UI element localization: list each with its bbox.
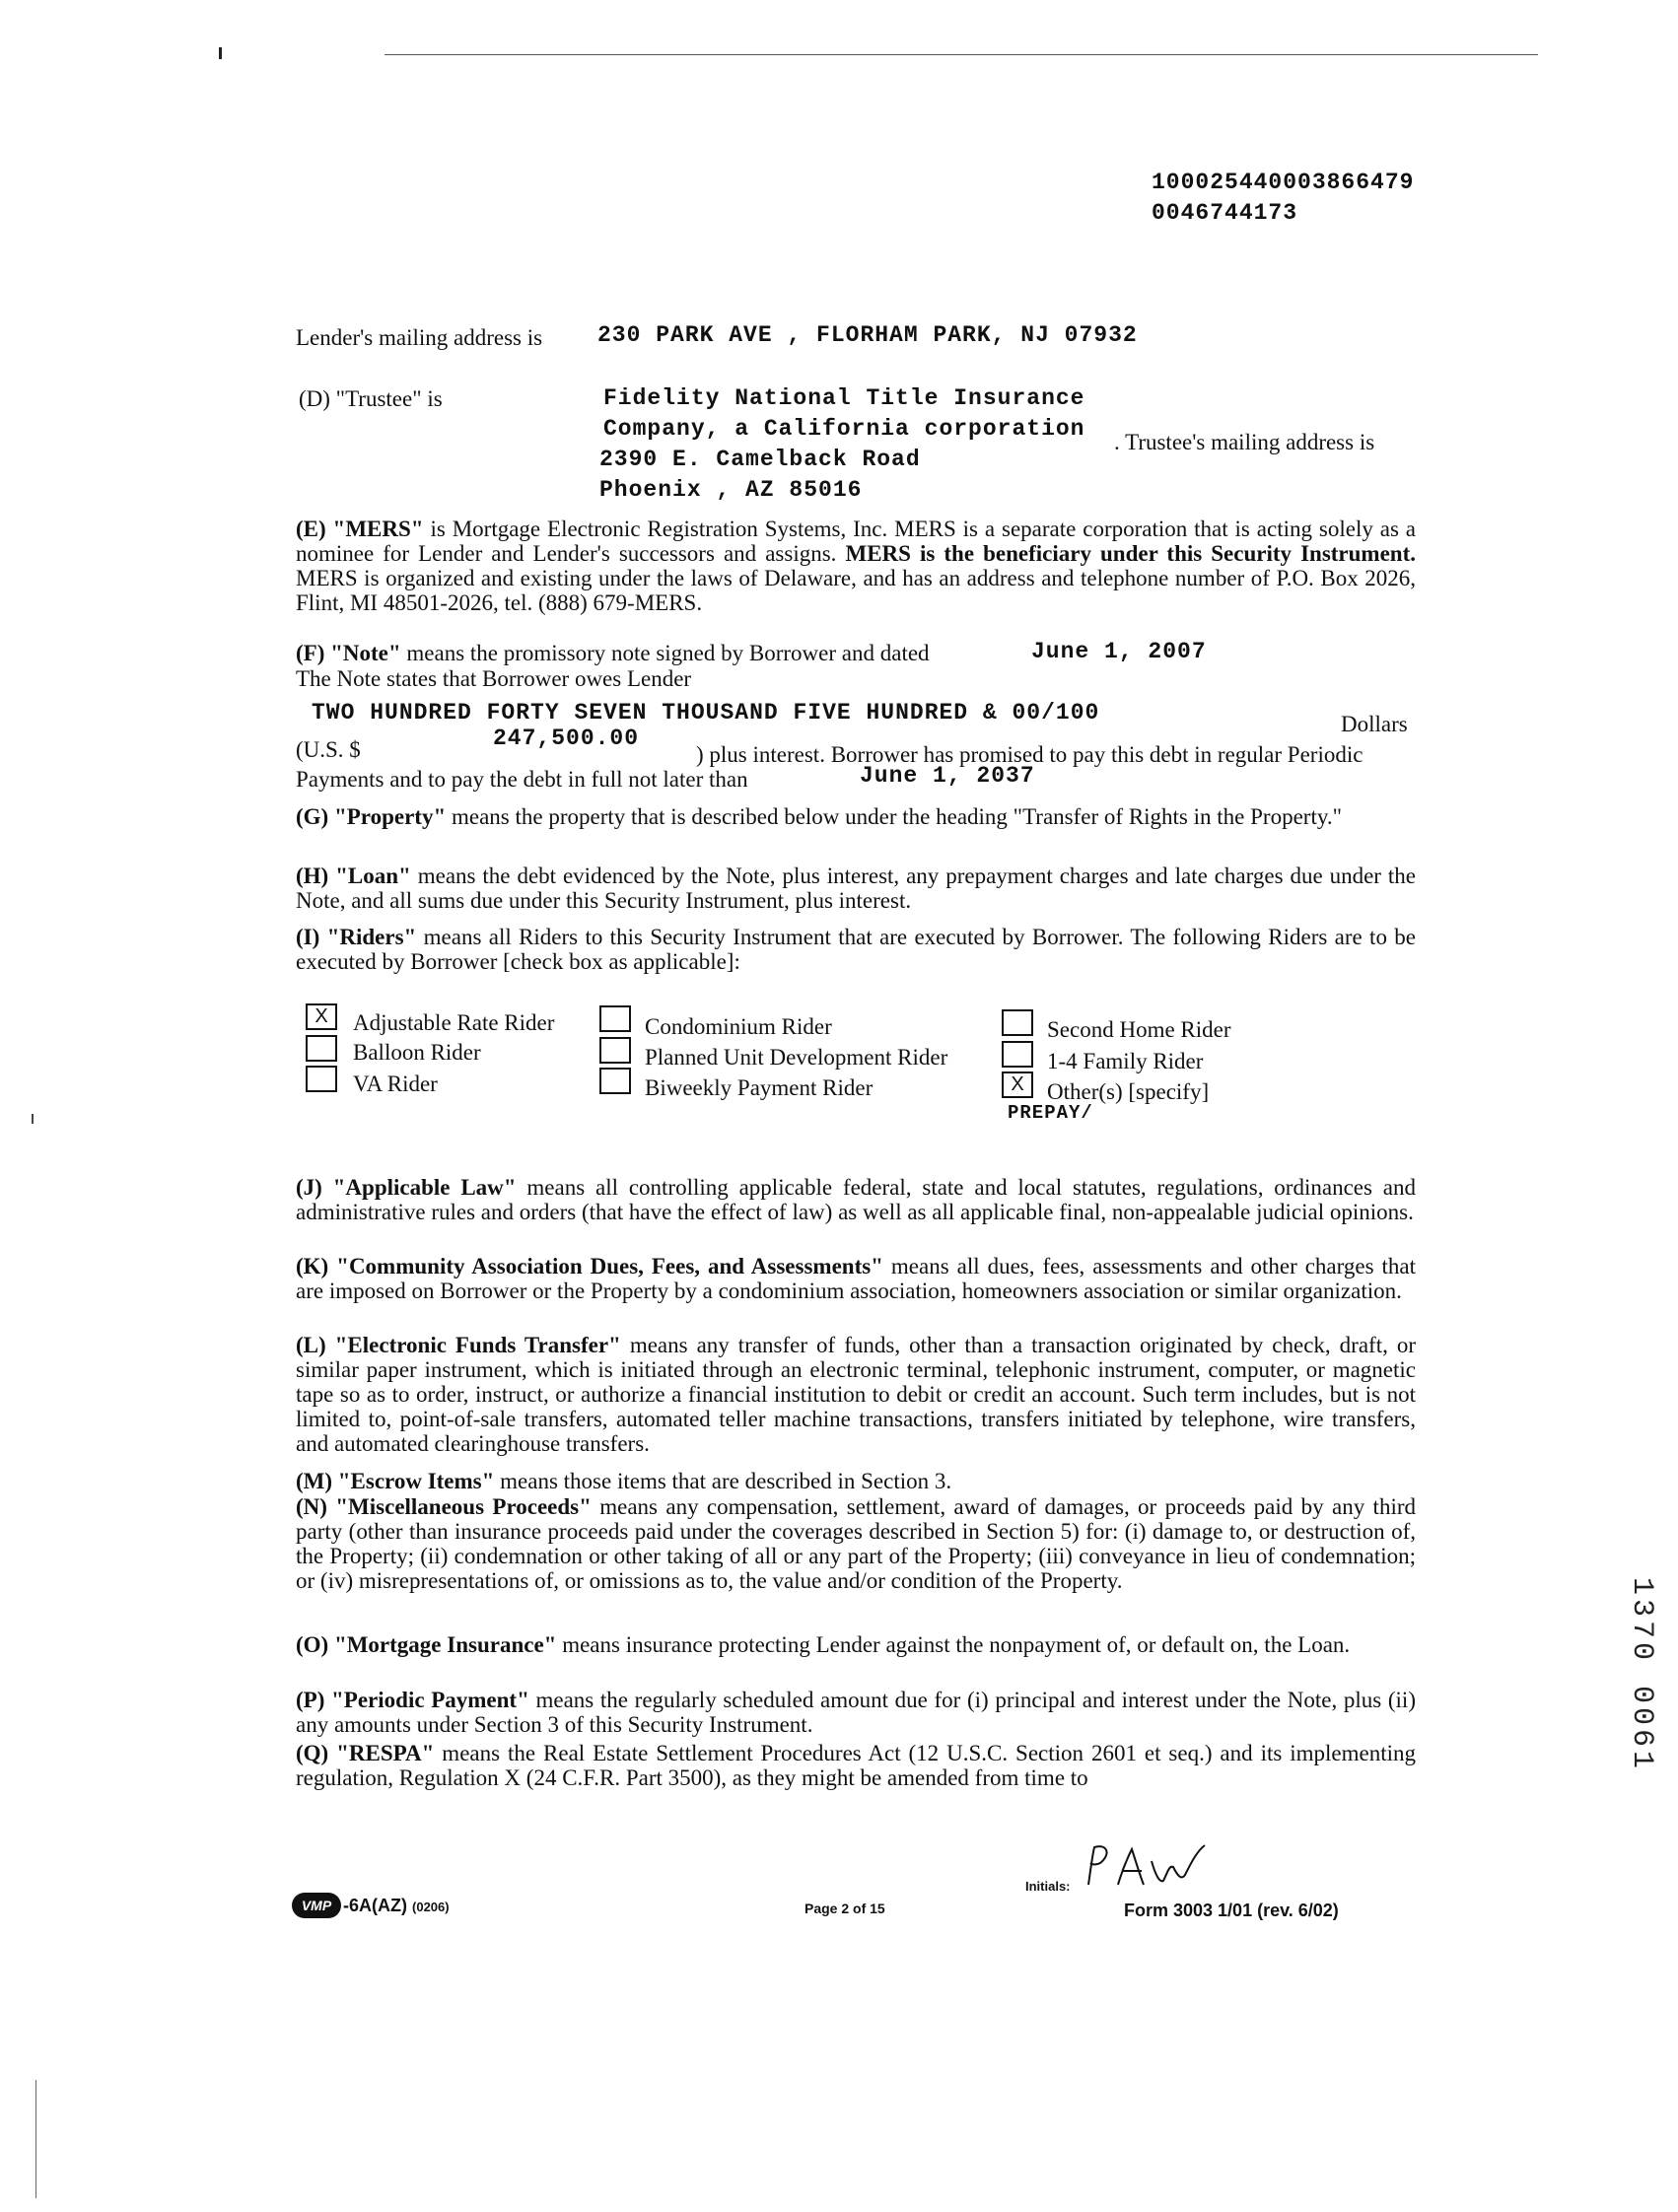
trustee-line-4: Phoenix , AZ 85016: [599, 477, 863, 503]
definition-mers: (E) "MERS" is Mortgage Electronic Registration Systems, Inc. MERS is a separate corporation that is acting solely as a nominee for Lender and Lender's successors and assigns. MERS is the beneficiary under this Security Instrument. MERS is organized and existing under the laws of Delaware, and has an address and telephone number of P.O. Box 2026, Flint, MI 48501-2026, tel. (888) 679-MERS.: [296, 517, 1416, 615]
rider-checkbox[interactable]: X: [1002, 1071, 1033, 1098]
lender-address: 230 PARK AVE , FLORHAM PARK, NJ 07932: [597, 322, 1138, 348]
definition-periodic-payment: (P) "Periodic Payment" means the regularly scheduled amount due for (i) principal and interest under the Note, plus (ii) any amounts under Section 3 of this Security Instrument.: [296, 1688, 1416, 1737]
note-amount: 247,500.00: [493, 726, 640, 751]
trustee-line-1: Fidelity National Title Insurance: [603, 385, 1085, 411]
note-date: June 1, 2007: [1031, 639, 1207, 664]
lender-address-label: Lender's mailing address is: [296, 325, 543, 350]
definition-lead: (H) "Loan": [296, 864, 411, 888]
form-number: Form 3003 1/01 (rev. 6/02): [1124, 1901, 1339, 1920]
other-rider-specify: PREPAY/: [1008, 1102, 1093, 1124]
note-us-label: (U.S. $: [296, 737, 361, 762]
definition-community-association: (K) "Community Association Dues, Fees, and Assessments" means all dues, fees, assessments and other charges that are imposed on Borrower or the Property by a condominium association, homeowners association or similar organization.: [296, 1254, 1416, 1303]
rider-label: 1-4 Family Rider: [1047, 1049, 1204, 1073]
definition-loan: (H) "Loan" means the debt evidenced by the Note, plus interest, any prepayment charges and late charges due under the Note, and all sums due under this Security Instrument, plus interest.: [296, 864, 1416, 913]
definition-escrow-items: (M) "Escrow Items" means those items that are described in Section 3.: [296, 1469, 952, 1493]
definition-respa: (Q) "RESPA" means the Real Estate Settlement Procedures Act (12 U.S.C. Section 2601 et seq.) and its implementing regulation, Regulation X (24 C.F.R. Part 3500), as they might be amended from time to: [296, 1741, 1416, 1790]
definition-riders: (I) "Riders" means all Riders to this Security Instrument that are executed by Borrower. The following Riders are to be executed by Borrower [check box as applicable]:: [296, 925, 1416, 974]
rider-checkbox[interactable]: [1002, 1009, 1033, 1036]
page-number: Page 2 of 15: [804, 1901, 885, 1916]
trustee-line-3: 2390 E. Camelback Road: [599, 447, 921, 472]
form-code: -6A(AZ) (0206): [343, 1896, 450, 1915]
definition-lead: (F) "Note": [296, 641, 401, 665]
rider-checkbox[interactable]: [599, 1005, 631, 1032]
rider-checkbox[interactable]: [599, 1068, 631, 1094]
loan-number: 0046744173: [1152, 200, 1298, 226]
note-text-2: ) plus interest. Borrower has promised to pay this debt in regular Periodic: [696, 742, 1363, 767]
initials-label: Initials:: [1025, 1879, 1071, 1894]
vmp-logo: VMP: [292, 1893, 341, 1918]
initials-handwriting: [1083, 1841, 1211, 1896]
rider-checkbox[interactable]: [599, 1037, 631, 1064]
definition-lead: (N) "Miscellaneous Proceeds": [296, 1494, 592, 1519]
trustee-label: (D) "Trustee" is: [299, 386, 443, 411]
definition-lead: (M) "Escrow Items": [296, 1469, 495, 1493]
rider-label: Biweekly Payment Rider: [645, 1075, 874, 1100]
scan-mark: [32, 1114, 34, 1124]
definition-mortgage-insurance: (O) "Mortgage Insurance" means insurance protecting Lender against the nonpayment of, or default on, the Loan.: [296, 1632, 1351, 1657]
definition-lead: (E) "MERS": [296, 517, 424, 541]
definition-lead: (Q) "RESPA": [296, 1741, 435, 1765]
rider-checkbox[interactable]: [1002, 1041, 1033, 1068]
scan-line-top: [385, 54, 1538, 55]
note-text-3: Payments and to pay the debt in full not later than: [296, 767, 748, 792]
rider-checkbox[interactable]: [306, 1035, 337, 1062]
note-amount-words: TWO HUNDRED FORTY SEVEN THOUSAND FIVE HUNDRED & 00/100: [312, 700, 1100, 726]
definition-note: (F) "Note" means the promissory note signed by Borrower and dated: [296, 641, 930, 665]
definition-applicable-law: (J) "Applicable Law" means all controlling applicable federal, state and local statutes, regulations, ordinances and administrative rules and orders (that have the effect of law) as well as all applicable final, non-appealable judicial opinions.: [296, 1175, 1416, 1224]
rider-label: Balloon Rider: [353, 1040, 481, 1065]
definition-electronic-funds-transfer: (L) "Electronic Funds Transfer" means any transfer of funds, other than a transaction originated by check, draft, or similar paper instrument, which is initiated through an electronic terminal, telephonic instrument, computer, or magnetic tape so as to order, instruct, or authorize a financial institution to debit or credit an account. Such term includes, but is not limited to, point-of-sale transfers, automated teller machine transactions, transfers initiated by telephone, wire transfers, and automated clearinghouse transfers.: [296, 1333, 1417, 1456]
definition-miscellaneous-proceeds: (N) "Miscellaneous Proceeds" means any compensation, settlement, award of damages, or proceeds paid by any third party (other than insurance proceeds paid under the coverages described in Section 5) for: (i) damage to, or destruction of, the Property; (ii) condemnation or other taking of all or any part of the Property; (iii) conveyance in lieu of condemnation; or (iv) misrepresentations of, or omissions as to, the value and/or condition of the Property.: [296, 1494, 1416, 1593]
rider-label: Condominium Rider: [645, 1014, 832, 1039]
rider-checkbox[interactable]: X: [306, 1003, 337, 1030]
trustee-line-2: Company, a California corporation: [603, 416, 1085, 442]
definition-lead: (O) "Mortgage Insurance": [296, 1632, 557, 1657]
rider-checkbox[interactable]: [306, 1066, 337, 1092]
definition-lead: (K) "Community Association Dues, Fees, and Assessments": [296, 1254, 883, 1279]
rider-label: Planned Unit Development Rider: [645, 1045, 948, 1070]
definition-lead: (G) "Property": [296, 804, 447, 829]
scan-edge-line: [35, 2080, 36, 2198]
rider-label: Second Home Rider: [1047, 1017, 1231, 1042]
rider-label: VA Rider: [353, 1071, 438, 1096]
rider-label: Adjustable Rate Rider: [353, 1010, 555, 1035]
scan-mark: [219, 47, 222, 59]
note-maturity-date: June 1, 2037: [860, 763, 1035, 789]
definition-lead: (L) "Electronic Funds Transfer": [296, 1333, 621, 1357]
trustee-mailing-suffix: . Trustee's mailing address is: [1114, 430, 1375, 454]
rider-label: Other(s) [specify]: [1047, 1079, 1210, 1104]
note-owes: The Note states that Borrower owes Lender: [296, 666, 692, 691]
side-stamp: 1370 0061: [1625, 1577, 1658, 1773]
initials-signature-icon: [1083, 1841, 1211, 1891]
definition-lead: (P) "Periodic Payment": [296, 1688, 529, 1712]
definition-property: (G) "Property" means the property that is described below under the heading "Transfer of Rights in the Property.": [296, 804, 1342, 829]
min-number: 100025440003866479: [1152, 170, 1415, 195]
definition-lead: (I) "Riders": [296, 925, 417, 949]
definition-lead: (J) "Applicable Law": [296, 1175, 517, 1200]
note-dollars: Dollars: [1341, 712, 1408, 736]
